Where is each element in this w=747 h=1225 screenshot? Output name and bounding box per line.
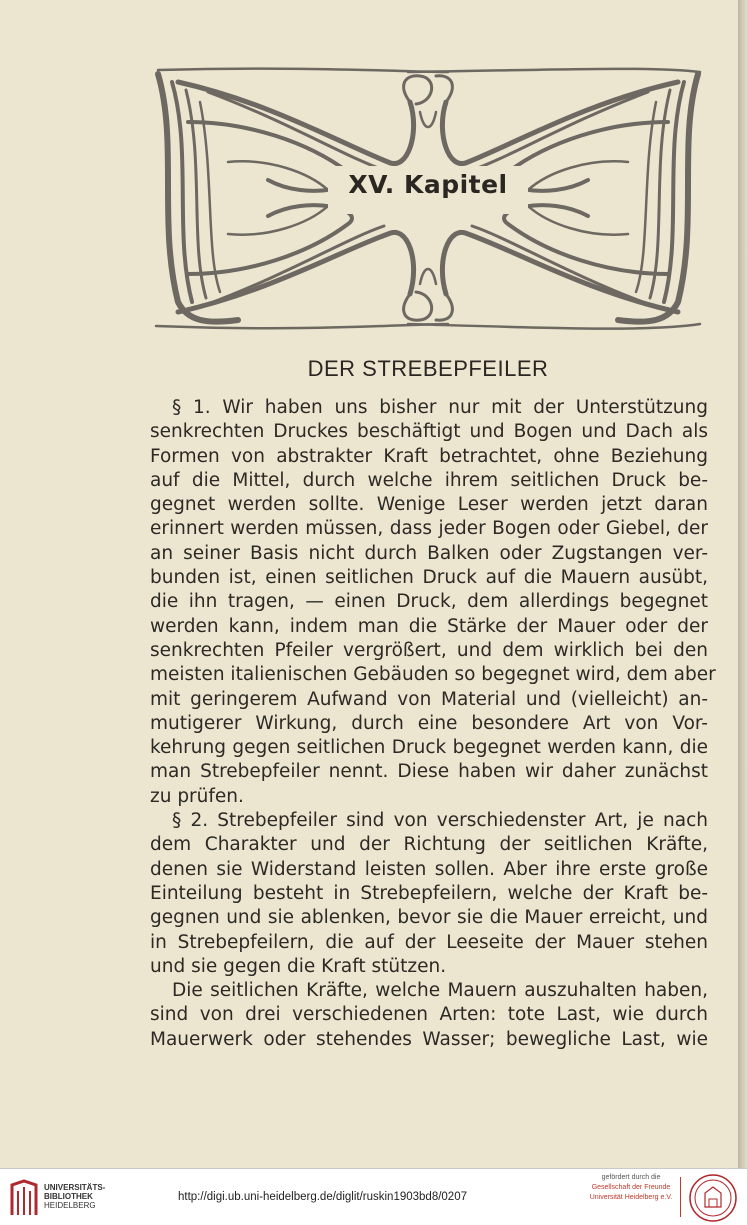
sponsor-org-line2: Universität Heidelberg e.V. bbox=[589, 1194, 673, 1201]
footer-bar bbox=[0, 1168, 747, 1225]
text-line: § 2. Strebepfeiler sind von verschiedenster Art, je nach bbox=[172, 810, 708, 832]
sponsor-intro: gefördert durch die bbox=[601, 1174, 661, 1181]
text-line: denen sie Widerstand leisten sollen. Aber ihre erste große bbox=[150, 858, 708, 880]
text-line: Die seitlichen Kräfte, welche Mauern auszuhalten haben, bbox=[172, 980, 708, 1002]
text-line: mutigerer Wirkung, durch eine besondere Art von Vor- bbox=[150, 712, 708, 734]
text-line: dem Charakter und der Richtung der seitlichen Kräfte, bbox=[150, 834, 708, 856]
text-line: und sie gegen die Kraft stützen. bbox=[150, 955, 447, 977]
text-line: auf die Mittel, durch welche ihrem seitlichen Druck be- bbox=[150, 469, 708, 491]
library-logo-icon bbox=[8, 1179, 40, 1217]
footer-divider bbox=[680, 1177, 681, 1217]
text-line: an seiner Basis nicht durch Balken oder Zugstangen ver- bbox=[150, 542, 708, 564]
permalink-url[interactable]: http://digi.ub.uni-heidelberg.de/diglit/ruskin1903bd8/0207 bbox=[178, 1191, 467, 1203]
library-name: UNIVERSITÄTS- BIBLIOTHEK HEIDELBERG bbox=[44, 1183, 106, 1210]
section-heading: DER STREBEPFEILER bbox=[307, 356, 549, 381]
text-line: § 1. Wir haben uns bisher nur mit der Unterstützung bbox=[172, 397, 708, 418]
sponsor-org-line1: Gesellschaft der Freunde bbox=[591, 1184, 671, 1191]
sponsor-block bbox=[583, 1173, 679, 1203]
text-line: mit geringerem Aufwand von Material und (vielleicht) an- bbox=[150, 688, 708, 710]
text-line: Formen von abstrakter Kraft betrachtet, ohne Beziehung bbox=[150, 445, 708, 467]
text-line: sind von drei verschiedenen Arten: tote Last, wie durch bbox=[150, 1004, 708, 1026]
page-edge bbox=[738, 0, 747, 1168]
text-line: Mauerwerk oder stehendes Wasser; bewegliche Last, wie bbox=[150, 1028, 708, 1050]
text-line: zu prüfen. bbox=[150, 785, 244, 807]
text-line: gegnet werden sollte. Wenige Leser werden jetzt daran bbox=[150, 494, 708, 516]
text-line: Einteilung besteht in Strebepfeilern, welche der Kraft be- bbox=[150, 882, 708, 904]
text-line: die ihn tragen, — einen Druck, dem allerdings begegnet bbox=[150, 591, 708, 613]
text-line: gegnen und sie ablenken, bevor sie die Mauer erreicht, und bbox=[150, 907, 708, 929]
text-line: bunden ist, einen seitlichen Druck auf die Mauern ausübt, bbox=[150, 567, 708, 589]
text-line: erinnert werden müssen, dass jeder Bogen oder Giebel, der bbox=[150, 518, 708, 540]
text-line: in Strebepfeilern, die auf der Leeseite der Mauer stehen bbox=[150, 931, 708, 953]
text-line: werden kann, indem man die Stärke der Mauer oder der bbox=[150, 615, 708, 637]
text-line: senkrechten Pfeiler vergrößert, und dem wirklich bei den bbox=[150, 639, 708, 661]
chapter-title: XV. Kapitel bbox=[348, 170, 508, 199]
university-seal-icon bbox=[688, 1173, 738, 1223]
text-line: kehrung gegen seitlichen Druck begegnet werden kann, die bbox=[150, 737, 708, 759]
text-line: senkrechten Druckes beschäftigt und Bogen und Dach als bbox=[150, 421, 708, 443]
body-text bbox=[150, 396, 716, 1052]
text-line: man Strebepfeiler nennt. Diese haben wir daher zunächst bbox=[150, 761, 708, 783]
text-line: meisten italienischen Gebäuden so begegnet wird, dem aber bbox=[150, 664, 716, 686]
